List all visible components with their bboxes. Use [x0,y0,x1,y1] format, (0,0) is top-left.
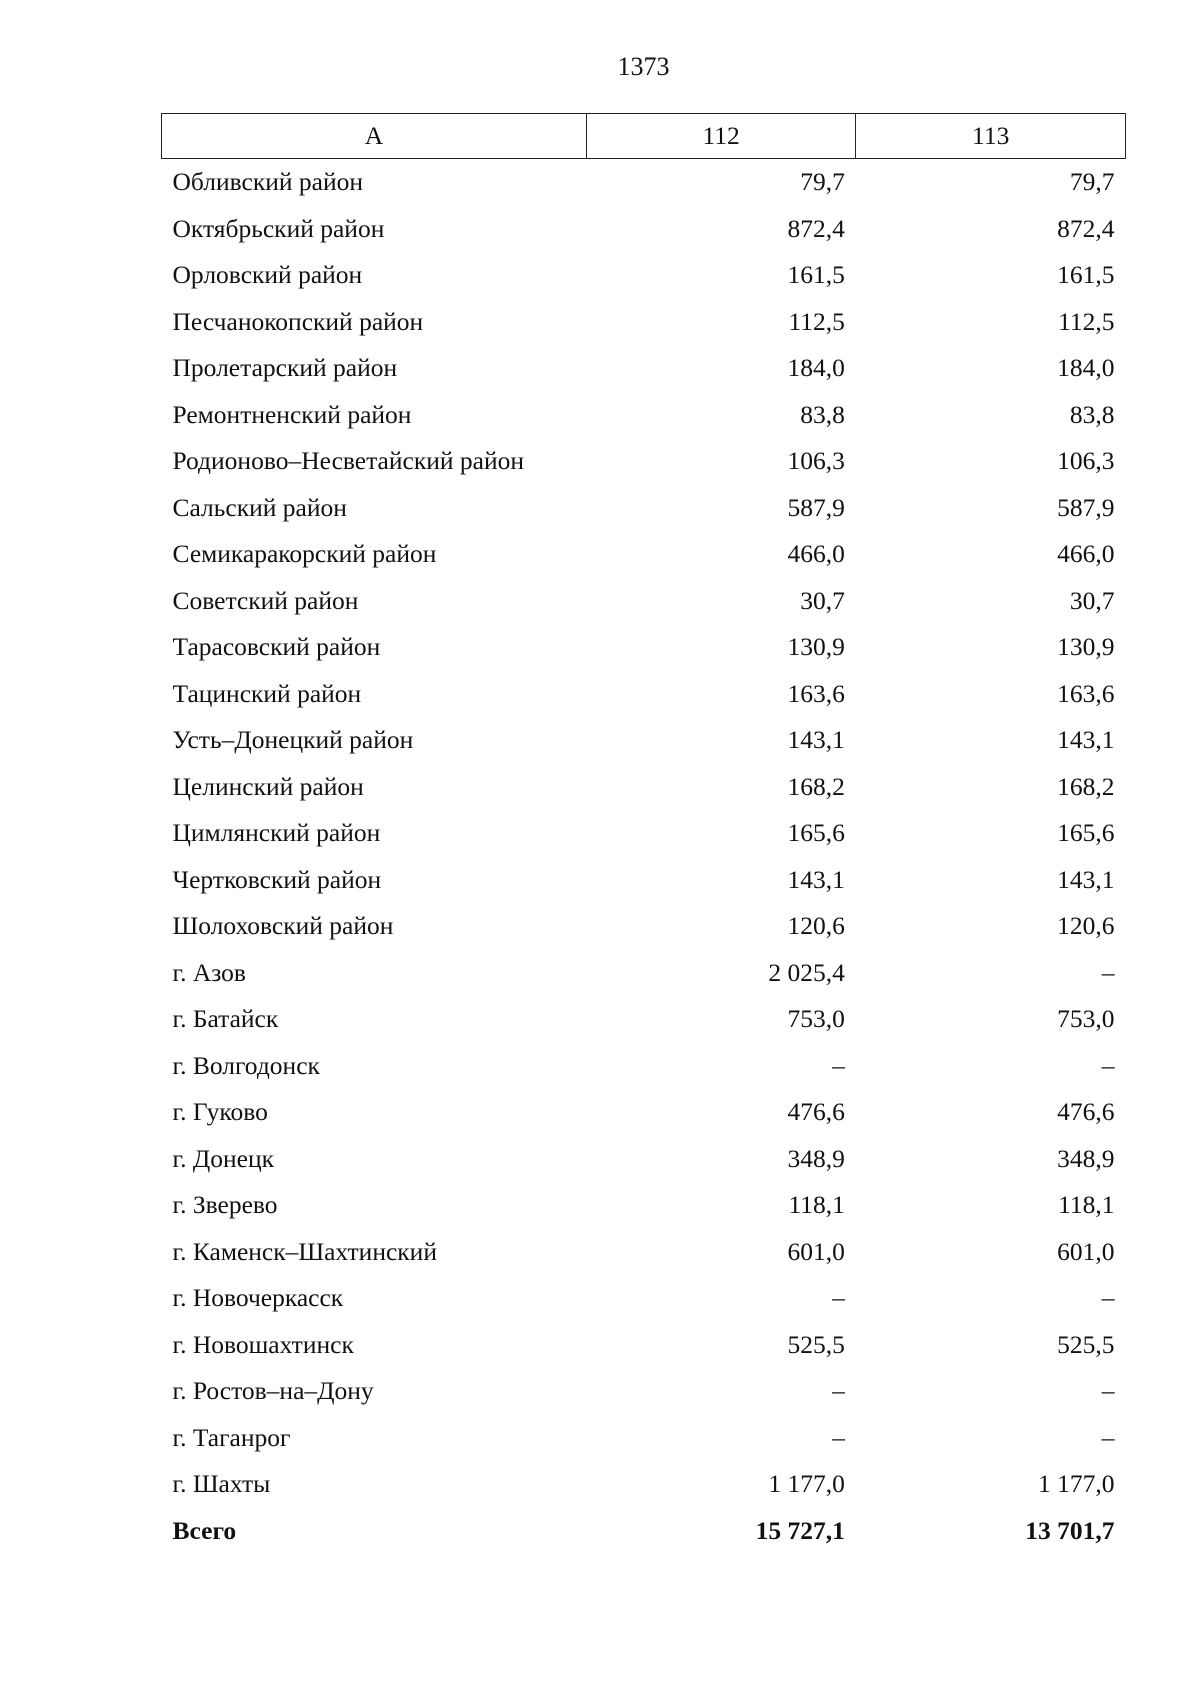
table-row [162,159,1126,206]
table-row [162,485,1126,532]
row-label: Обливский район [172,167,364,196]
row-value-113: 525,5 [1057,1329,1115,1359]
row-value-112: 466,0 [787,539,845,568]
row-value-113: 753,0 [1057,1004,1115,1033]
row-value-113: 30,7 [1069,585,1115,615]
row-value-113: 112,5 [1058,306,1115,336]
row-value-112: 2 025,4 [768,957,845,987]
data-table [161,113,1126,1554]
row-value-113: 476,6 [1057,1097,1115,1126]
table-row [162,1182,1126,1229]
row-value-113: 165,6 [1057,818,1115,847]
header-cell-a: А [162,114,587,159]
row-label: г. Гуково [172,1097,268,1126]
row-value-113: 143,1 [1057,725,1115,754]
header-cell-113: 113 [856,114,1126,159]
table-row [162,857,1126,904]
table-row [162,810,1126,857]
row-value-113: 348,9 [1057,1143,1115,1173]
table-row [162,1229,1126,1276]
row-value-112: 163,6 [787,678,845,708]
row-label: г. Ростов–на–Дону [172,1376,374,1405]
table-row [162,206,1126,253]
table-row [162,1136,1126,1183]
row-label: Всего [172,1515,237,1545]
row-label: Целинский район [172,771,364,801]
row-value-112: – [832,1050,845,1080]
table-row [162,438,1126,485]
row-value-112: 168,2 [787,771,845,801]
table-row [162,717,1126,764]
table-row [162,950,1126,997]
row-label: Усть–Донецкий район [172,725,414,754]
row-label: Чертковский район [172,864,382,894]
table-header [162,114,1126,159]
row-value-112: – [832,1376,845,1405]
table-row [162,1461,1126,1508]
row-value-113: 601,0 [1057,1236,1115,1266]
row-label: Тацинский район [172,678,362,708]
row-label: Песчанокопский район [172,306,424,336]
row-value-113: – [1101,1422,1115,1452]
row-value-112: 184,0 [787,353,845,382]
row-value-113: 168,2 [1057,771,1115,801]
row-value-112: 587,9 [787,492,845,522]
row-value-112: 30,7 [800,585,845,615]
row-value-112: 348,9 [787,1143,845,1173]
row-value-112: 120,6 [787,911,845,940]
row-value-113: 118,1 [1058,1190,1115,1219]
row-label: Советский район [172,585,359,615]
header-row [162,114,1126,159]
table-row [162,1275,1126,1322]
table-row [162,578,1126,625]
header-cell-112: 112 [586,114,856,159]
row-value-112: 753,0 [787,1004,845,1033]
row-value-113: 872,4 [1057,213,1115,243]
row-label: г. Шахты [172,1469,271,1498]
row-value-113: – [1101,1283,1115,1312]
row-label: Пролетарский район [172,353,398,382]
row-value-113: 130,9 [1057,632,1115,661]
table-body [162,159,1126,1555]
table-row [162,1368,1126,1415]
row-value-112: 872,4 [787,213,845,243]
table-row [162,392,1126,439]
row-value-112: 476,6 [787,1097,845,1126]
row-label: г. Зверево [172,1190,278,1219]
row-value-113: 120,6 [1057,911,1115,940]
row-value-112: 83,8 [800,399,845,429]
row-label: г. Новочеркасск [172,1283,344,1312]
row-label: г. Азов [172,957,246,987]
row-value-113: 83,8 [1069,399,1115,429]
row-value-112: 165,6 [787,818,845,847]
row-label: Орловский район [172,260,363,289]
row-value-112: 143,1 [787,864,845,894]
row-label: Цимлянский район [172,818,381,847]
row-value-113: 143,1 [1057,864,1115,894]
row-value-112: 106,3 [787,446,845,475]
table-row [162,903,1126,950]
row-label: г. Донецк [172,1143,274,1173]
row-label: Семикаракорский район [172,539,437,568]
row-label: г. Таганрог [172,1422,291,1452]
table-row [162,252,1126,299]
table-row [162,1322,1126,1369]
row-label: г. Батайск [172,1004,279,1033]
total-row [162,1508,1126,1555]
table-row [162,345,1126,392]
row-value-112: 112,5 [788,306,845,336]
row-value-113: 184,0 [1057,353,1115,382]
row-label: г. Волгодонск [172,1050,320,1080]
row-value-112: 601,0 [787,1236,845,1266]
row-label: Октябрьский район [172,213,385,243]
row-label: Шолоховский район [172,911,394,940]
row-label: г. Каменск–Шахтинский [172,1236,437,1266]
row-label: Ремонтненский район [172,399,412,429]
row-label: Сальский район [172,492,347,522]
row-value-113: 13 701,7 [1025,1515,1115,1545]
row-value-112: 79,7 [800,167,845,196]
table-row [162,996,1126,1043]
row-value-113: – [1101,1376,1115,1405]
row-label: Родионово–Несветайский район [172,446,524,475]
row-value-113: 106,3 [1057,446,1115,475]
row-value-113: 1 177,0 [1038,1469,1115,1498]
table-row [162,531,1126,578]
row-value-112: 1 177,0 [768,1469,845,1498]
row-value-112: 130,9 [787,632,845,661]
row-value-113: – [1101,957,1115,987]
row-value-113: 79,7 [1069,167,1115,196]
row-value-112: 15 727,1 [755,1515,845,1545]
table-row [162,671,1126,718]
table-row [162,624,1126,671]
row-label: Тарасовский район [172,632,381,661]
table-row [162,1089,1126,1136]
table-row [162,1043,1126,1090]
row-value-113: 163,6 [1057,678,1115,708]
row-value-112: – [832,1422,845,1452]
row-label: г. Новошахтинск [172,1329,354,1359]
row-value-113: 466,0 [1057,539,1115,568]
table-row [162,764,1126,811]
row-value-112: – [832,1283,845,1312]
page-number: 1373 [617,52,670,81]
row-value-112: 118,1 [788,1190,845,1219]
row-value-112: 143,1 [787,725,845,754]
row-value-112: 161,5 [787,260,845,289]
row-value-112: 525,5 [787,1329,845,1359]
row-value-113: – [1101,1050,1115,1080]
row-value-113: 587,9 [1057,492,1115,522]
row-value-113: 161,5 [1057,260,1115,289]
table-row [162,1415,1126,1462]
table-row [162,299,1126,346]
